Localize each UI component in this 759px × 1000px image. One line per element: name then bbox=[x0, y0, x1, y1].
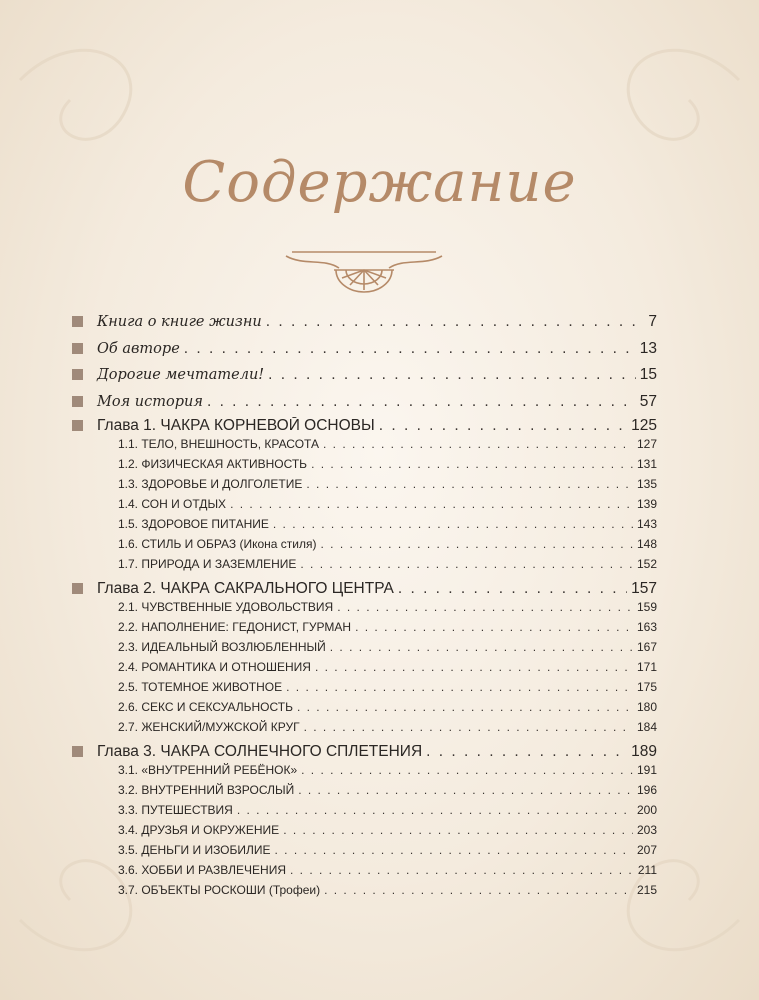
dot-leader bbox=[315, 660, 633, 674]
dot-leader bbox=[283, 823, 633, 837]
toc-page-number: 200 bbox=[636, 803, 657, 817]
toc-subentry bbox=[72, 437, 657, 451]
toc-page-number: 57 bbox=[639, 393, 657, 410]
toc-label: 3.7. ОБЪЕКТЫ РОСКОШИ (Трофеи) bbox=[118, 883, 321, 897]
toc-page-number: 13 bbox=[639, 340, 657, 357]
toc-subentry bbox=[72, 497, 657, 511]
toc-subentry bbox=[72, 457, 657, 471]
toc-label: Глава 1. ЧАКРА КОРНЕВОЙ ОСНОВЫ bbox=[97, 417, 375, 434]
toc-page-number: 152 bbox=[636, 557, 657, 571]
toc-label: Книга о книге жизни bbox=[97, 314, 262, 330]
toc-subentry bbox=[72, 823, 657, 837]
page-title: Содержание bbox=[182, 150, 577, 215]
toc-page-number: 180 bbox=[636, 700, 657, 714]
toc-subentry bbox=[72, 640, 657, 654]
toc-subentry bbox=[72, 680, 657, 694]
dot-leader bbox=[286, 680, 633, 694]
toc-label: 3.3. ПУТЕШЕСТВИЯ bbox=[118, 803, 233, 817]
toc-label: 3.6. ХОББИ И РАЗВЛЕЧЕНИЯ bbox=[118, 863, 286, 877]
toc-label: 2.6. СЕКС И СЕКСУАЛЬНОСТЬ bbox=[118, 700, 293, 714]
toc-subentry bbox=[72, 517, 657, 531]
toc-page-number: 207 bbox=[636, 843, 657, 857]
dot-leader bbox=[273, 517, 633, 531]
dot-leader bbox=[304, 720, 633, 734]
toc-page-number: 143 bbox=[636, 517, 657, 531]
toc-page-number: 15 bbox=[639, 366, 657, 383]
toc-label: Глава 2. ЧАКРА САКРАЛЬНОГО ЦЕНТРА bbox=[97, 580, 394, 597]
toc-page-number: 211 bbox=[637, 863, 657, 877]
toc-label: Глава 3. ЧАКРА СОЛНЕЧНОГО СПЛЕТЕНИЯ bbox=[97, 743, 423, 760]
toc-subentry bbox=[72, 660, 657, 674]
toc-page-number: 203 bbox=[636, 823, 657, 837]
toc-page-number: 175 bbox=[636, 680, 657, 694]
toc-entry bbox=[72, 313, 657, 331]
toc-page-number: 7 bbox=[648, 313, 657, 330]
dot-leader bbox=[237, 803, 633, 817]
toc-entry bbox=[72, 393, 657, 411]
toc-page-number: 167 bbox=[636, 640, 657, 654]
toc-subentry bbox=[72, 720, 657, 734]
square-bullet-icon bbox=[72, 316, 83, 327]
dot-leader bbox=[275, 843, 633, 857]
toc-label: Дорогие мечтатели! bbox=[97, 367, 265, 383]
toc-subentry bbox=[72, 803, 657, 817]
toc-page-number: 196 bbox=[636, 783, 657, 797]
dot-leader bbox=[230, 497, 633, 511]
toc-subentry bbox=[72, 477, 657, 491]
toc-chapter bbox=[72, 417, 657, 435]
toc-subentry bbox=[72, 557, 657, 571]
toc-label: Моя история bbox=[97, 394, 203, 410]
toc-label: 2.4. РОМАНТИКА И ОТНОШЕНИЯ bbox=[118, 660, 311, 674]
toc-subentry bbox=[72, 700, 657, 714]
toc-label: 2.1. ЧУВСТВЕННЫЕ УДОВОЛЬСТВИЯ bbox=[118, 600, 334, 614]
toc-subentry bbox=[72, 883, 657, 897]
dot-leader bbox=[184, 340, 636, 358]
toc-subentry bbox=[72, 600, 657, 614]
dot-leader bbox=[301, 763, 633, 777]
dot-leader bbox=[321, 537, 633, 551]
dot-leader bbox=[398, 580, 627, 598]
dot-leader bbox=[300, 557, 633, 571]
dot-leader bbox=[290, 863, 634, 877]
toc-page-number: 157 bbox=[631, 580, 657, 597]
toc-page-number: 189 bbox=[631, 743, 657, 760]
dot-leader bbox=[297, 700, 633, 714]
toc-entry bbox=[72, 340, 657, 358]
toc-subentry bbox=[72, 783, 657, 797]
toc-label: 1.3. ЗДОРОВЬЕ И ДОЛГОЛЕТИЕ bbox=[118, 477, 303, 491]
toc-page-number: 163 bbox=[636, 620, 657, 634]
toc-page-number: 127 bbox=[636, 437, 657, 451]
toc-subentry bbox=[72, 537, 657, 551]
toc-label: 1.6. СТИЛЬ И ОБРАЗ (Икона стиля) bbox=[118, 537, 317, 551]
toc-label: Об авторе bbox=[97, 341, 180, 357]
toc-label: 3.1. «ВНУТРЕННИЙ РЕБЁНОК» bbox=[118, 763, 298, 777]
dot-leader bbox=[337, 600, 633, 614]
dot-leader bbox=[266, 313, 645, 331]
toc-label: 2.2. НАПОЛНЕНИЕ: ГЕДОНИСТ, ГУРМАН bbox=[118, 620, 352, 634]
dot-leader bbox=[324, 883, 633, 897]
toc-page-number: 159 bbox=[636, 600, 657, 614]
toc-label: 2.5. ТОТЕМНОЕ ЖИВОТНОЕ bbox=[118, 680, 283, 694]
square-bullet-icon bbox=[72, 369, 83, 380]
toc-label: 1.2. ФИЗИЧЕСКАЯ АКТИВНОСТЬ bbox=[118, 457, 308, 471]
dot-leader bbox=[268, 366, 636, 384]
toc-page-number: 131 bbox=[636, 457, 657, 471]
square-bullet-icon bbox=[72, 396, 83, 407]
toc-page-number: 191 bbox=[636, 763, 657, 777]
toc-label: 3.2. ВНУТРЕННИЙ ВЗРОСЛЫЙ bbox=[118, 783, 295, 797]
toc-label: 1.5. ЗДОРОВОЕ ПИТАНИЕ bbox=[118, 517, 269, 531]
toc-label: 2.3. ИДЕАЛЬНЫЙ ВОЗЛЮБЛЕННЫЙ bbox=[118, 640, 326, 654]
toc-subentry bbox=[72, 843, 657, 857]
toc-label: 1.4. СОН И ОТДЫХ bbox=[118, 497, 227, 511]
toc-page-number: 148 bbox=[636, 537, 657, 551]
toc-chapter bbox=[72, 743, 657, 761]
toc-page-number: 171 bbox=[636, 660, 657, 674]
toc-label: 1.1. ТЕЛО, ВНЕШНОСТЬ, КРАСОТА bbox=[118, 437, 319, 451]
toc-page-number: 135 bbox=[636, 477, 657, 491]
dot-leader bbox=[207, 393, 636, 411]
toc-subentry bbox=[72, 863, 657, 877]
table-of-contents bbox=[72, 0, 657, 1000]
square-bullet-icon bbox=[72, 420, 83, 431]
toc-page-number: 184 bbox=[636, 720, 657, 734]
toc-page-number: 139 bbox=[636, 497, 657, 511]
dot-leader bbox=[379, 417, 627, 435]
square-bullet-icon bbox=[72, 746, 83, 757]
dot-leader bbox=[426, 743, 627, 761]
toc-label: 1.7. ПРИРОДА И ЗАЗЕМЛЕНИЕ bbox=[118, 557, 297, 571]
dot-leader bbox=[330, 640, 633, 654]
dot-leader bbox=[298, 783, 633, 797]
toc-label: 3.5. ДЕНЬГИ И ИЗОБИЛИЕ bbox=[118, 843, 271, 857]
toc-entry bbox=[72, 366, 657, 384]
dot-leader bbox=[355, 620, 633, 634]
toc-subentry bbox=[72, 620, 657, 634]
dot-leader bbox=[306, 477, 633, 491]
toc-label: 3.4. ДРУЗЬЯ И ОКРУЖЕНИЕ bbox=[118, 823, 280, 837]
dot-leader bbox=[311, 457, 633, 471]
toc-page-number: 125 bbox=[631, 417, 657, 434]
toc-subentry bbox=[72, 763, 657, 777]
square-bullet-icon bbox=[72, 343, 83, 354]
dot-leader bbox=[323, 437, 633, 451]
toc-page-number: 215 bbox=[636, 883, 657, 897]
toc-chapter bbox=[72, 580, 657, 598]
toc-label: 2.7. ЖЕНСКИЙ/МУЖСКОЙ КРУГ bbox=[118, 720, 300, 734]
square-bullet-icon bbox=[72, 583, 83, 594]
